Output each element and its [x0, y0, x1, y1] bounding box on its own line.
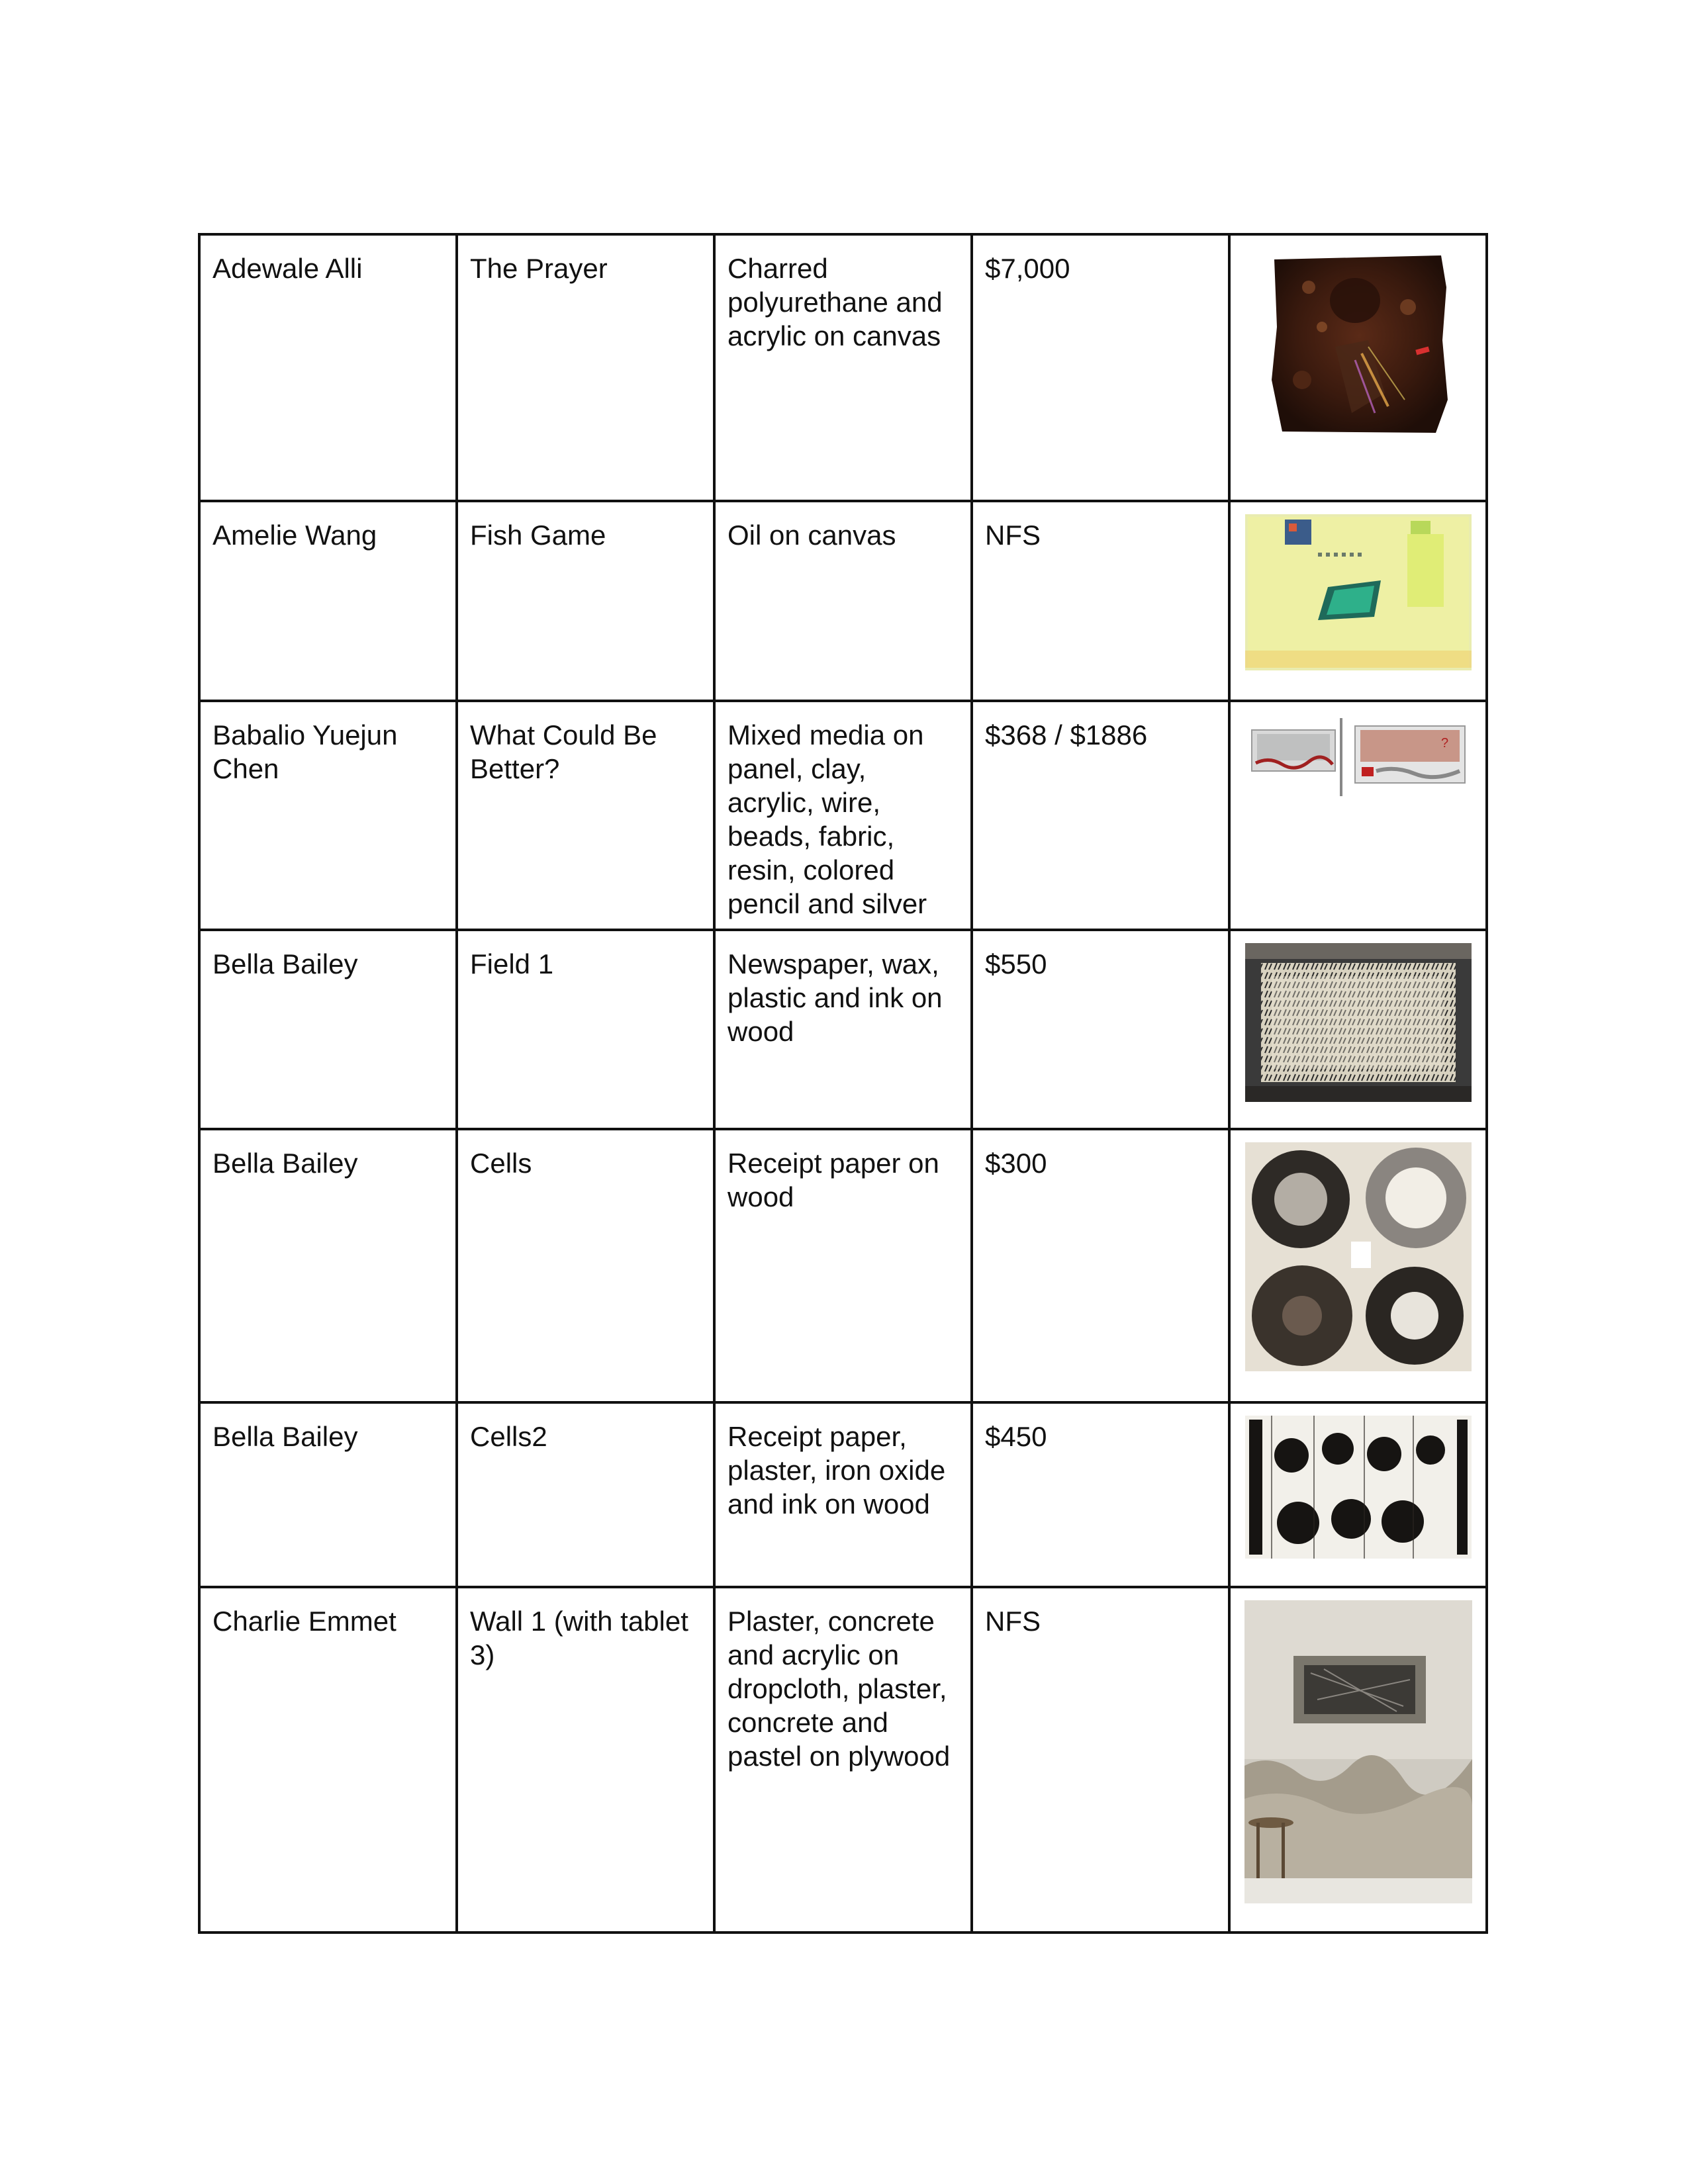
medium-cell: Newspaper, wax, plastic and ink on wood	[714, 930, 972, 1129]
title-cell: Cells	[457, 1129, 714, 1402]
title-cell: Field 1	[457, 930, 714, 1129]
medium-cell: Plaster, concrete and acrylic on dropcloth, plaster, concrete and pastel on plywood	[714, 1587, 972, 1933]
artist-cell: Babalio Yuejun Chen	[199, 701, 457, 930]
image-cell	[1229, 930, 1487, 1129]
medium-cell: Oil on canvas	[714, 501, 972, 701]
artist-cell: Bella Bailey	[199, 1402, 457, 1587]
price-cell: $450	[972, 1402, 1229, 1587]
artwork-thumbnail-diptych	[1249, 714, 1468, 800]
table-row	[199, 501, 1487, 701]
table-row	[199, 701, 1487, 930]
title-cell: What Could Be Better?	[457, 701, 714, 930]
medium-cell: Receipt paper on wood	[714, 1129, 972, 1402]
table-row	[199, 1129, 1487, 1402]
image-cell	[1229, 234, 1487, 501]
artwork-thumbnail-cells	[1245, 1142, 1472, 1371]
artist-cell: Bella Bailey	[199, 930, 457, 1129]
artist-cell: Charlie Emmet	[199, 1587, 457, 1933]
table-row	[199, 1587, 1487, 1933]
image-cell	[1229, 1129, 1487, 1402]
image-cell	[1229, 1402, 1487, 1587]
artwork-thumbnail-cells2	[1245, 1416, 1472, 1559]
title-cell: Fish Game	[457, 501, 714, 701]
artwork-thumbnail-wall-1	[1244, 1600, 1472, 1903]
price-cell: $300	[972, 1129, 1229, 1402]
medium-cell: Receipt paper, plaster, iron oxide and ink on wood	[714, 1402, 972, 1587]
artwork-table	[198, 233, 1488, 1934]
table-row	[199, 930, 1487, 1129]
artist-cell: Adewale Alli	[199, 234, 457, 501]
artist-cell: Bella Bailey	[199, 1129, 457, 1402]
medium-cell: Mixed media on panel, clay, acrylic, wire, beads, fabric, resin, colored pencil and silver	[714, 701, 972, 930]
price-cell: $368 / $1886	[972, 701, 1229, 930]
title-cell: Wall 1 (with tablet 3)	[457, 1587, 714, 1933]
artwork-thumbnail-field-1	[1245, 943, 1472, 1102]
price-cell: NFS	[972, 501, 1229, 701]
title-cell: The Prayer	[457, 234, 714, 501]
price-cell: NFS	[972, 1587, 1229, 1933]
medium-cell: Charred polyurethane and acrylic on canvas	[714, 234, 972, 501]
artwork-thumbnail-charred	[1262, 248, 1454, 439]
image-cell	[1229, 501, 1487, 701]
artwork-thumbnail-fish-game	[1245, 514, 1472, 670]
svg-text:?: ?	[1440, 736, 1448, 751]
image-cell	[1229, 1587, 1487, 1933]
image-cell	[1229, 701, 1487, 930]
price-cell: $550	[972, 930, 1229, 1129]
title-cell: Cells2	[457, 1402, 714, 1587]
table-row	[199, 234, 1487, 501]
artist-cell: Amelie Wang	[199, 501, 457, 701]
table-row	[199, 1402, 1487, 1587]
price-cell: $7,000	[972, 234, 1229, 501]
